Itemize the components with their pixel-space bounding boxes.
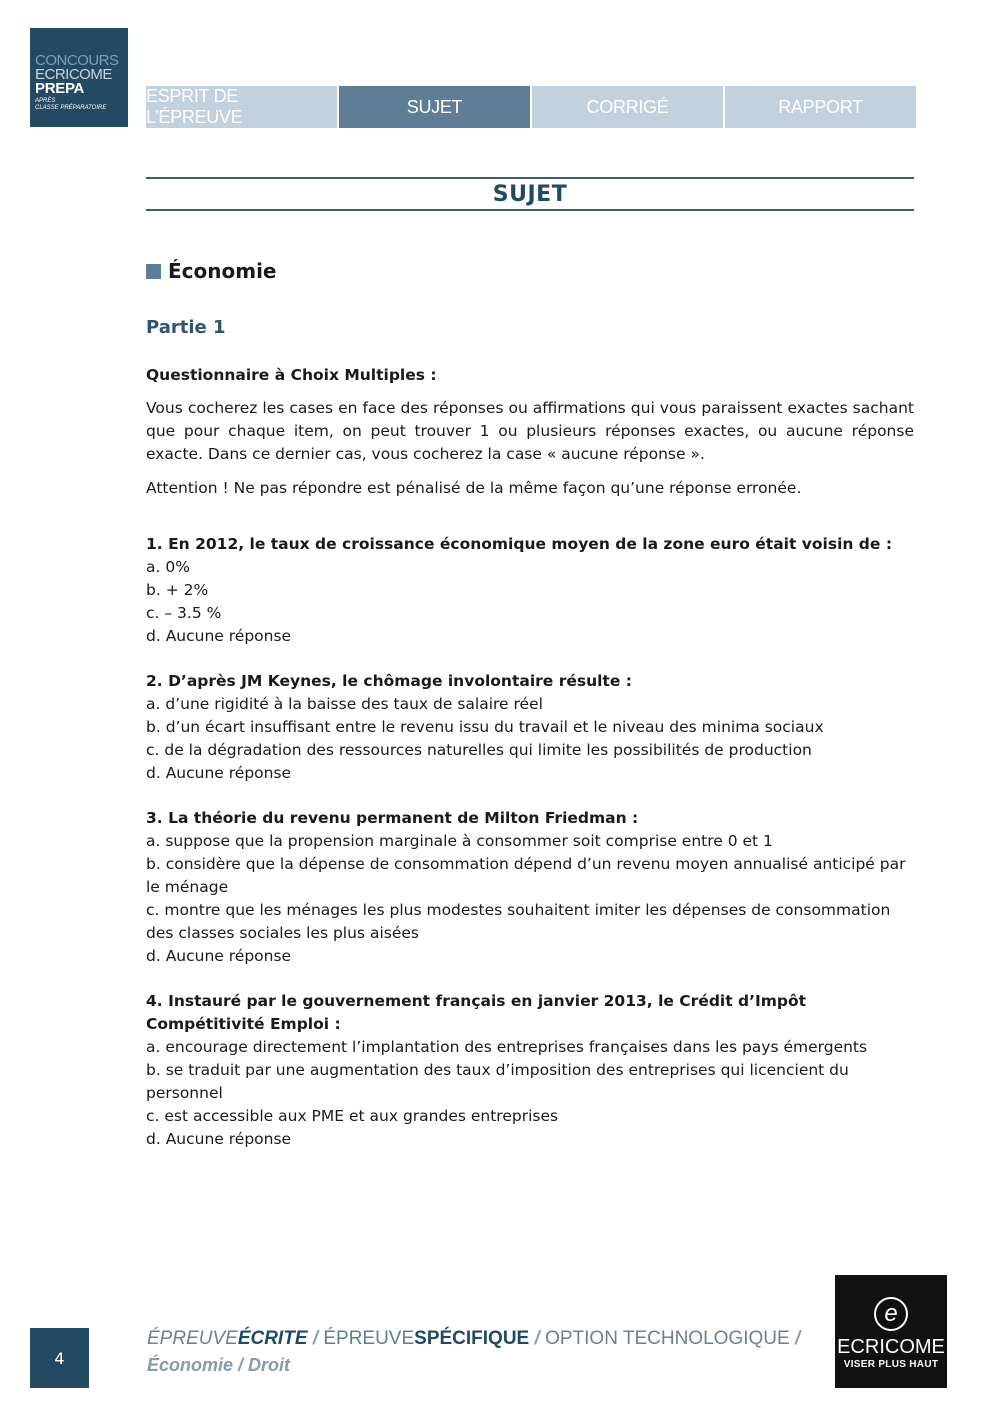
answer-c: c. montre que les ménages les plus modestes souhaitent imiter les dépenses de consommation des classes sociales les plus aisées — [146, 901, 891, 942]
question-4 — [146, 990, 914, 1151]
answer-b: b. se traduit par une augmentation des taux d’imposition des entreprises qui licencient du personnel — [146, 1061, 849, 1102]
brand-name: ECRICOME — [837, 1336, 945, 1358]
logo-apres: APRÈS — [35, 98, 56, 104]
answer-d: d. Aucune réponse — [146, 764, 292, 782]
footer-separator: / — [312, 1328, 319, 1349]
answer-a: a. d’une rigidité à la baisse des taux de salaire réel — [146, 695, 543, 713]
footer-subject-line: Économie / Droit — [147, 1355, 291, 1375]
section-heading — [146, 256, 914, 286]
section-tabs — [146, 86, 916, 128]
qcm-title: Questionnaire à Choix Multiples : — [146, 366, 437, 384]
answer-b: b. d’un écart insuffisant entre le revenu issu du travail et le niveau des minima sociaux — [146, 718, 824, 736]
instructions-paragraph: Vous cocherez les cases en face des réponses ou affirmations qui vous paraissent exactes sachant que pour chaque item, on peut trouver 1 ou plusieurs réponses exactes, ou aucune réponse exacte. Dans ce dernier cas, vous cocherez la case « aucune réponse ». — [146, 399, 914, 463]
footer-specifique: SPÉCIFIQUE — [414, 1328, 530, 1349]
tab-corrige[interactable]: CORRIGÉ — [532, 86, 723, 128]
question-title: 4. Instauré par le gouvernement français en janvier 2013, le Crédit d’Impôt Compétitivité Emploi : — [146, 992, 807, 1033]
brand-tagline: VISER PLUS HAUT — [843, 1359, 939, 1370]
question-title: 3. La théorie du revenu permanent de Milton Friedman : — [146, 809, 639, 827]
logo-concours: CONCOURS — [35, 52, 119, 69]
answer-c: c. de la dégradation des ressources naturelles qui limite les possibilités de production — [146, 741, 812, 759]
footer-caption — [147, 1326, 827, 1378]
question-1 — [146, 533, 914, 648]
answer-b: b. considère que la dépense de consommation dépend d’un revenu moyen annualisé anticipé par le ménage — [146, 855, 906, 896]
logo-prepa: PREPA — [35, 80, 85, 97]
answer-c: c. – 3.5 % — [146, 604, 222, 622]
section-title: Économie — [168, 259, 277, 283]
partie-heading: Partie 1 — [146, 317, 226, 338]
tab-sujet[interactable]: SUJET — [339, 86, 530, 128]
tab-rapport[interactable]: RAPPORT — [725, 86, 916, 128]
question-3 — [146, 807, 914, 968]
question-title: 2. D’après JM Keynes, le chômage involontaire résulte : — [146, 672, 632, 690]
page-title-band — [146, 177, 914, 211]
logo-ecricome: ECRICOME — [35, 66, 112, 83]
answer-b: b. + 2% — [146, 581, 209, 599]
answer-d: d. Aucune réponse — [146, 1130, 292, 1148]
question-title: 1. En 2012, le taux de croissance économique moyen de la zone euro était voisin de : — [146, 535, 893, 553]
question-2 — [146, 670, 914, 785]
main-content — [146, 256, 914, 1151]
warning-paragraph: Attention ! Ne pas répondre est pénalisé de la même façon qu’une réponse erronée. — [146, 479, 802, 497]
tab-esprit-epreuve[interactable]: ESPRIT DE L’ÉPREUVE — [146, 86, 337, 128]
footer-epreuve: ÉPREUVE — [147, 1328, 238, 1349]
footer-option: OPTION TECHNOLOGIQUE — [545, 1328, 790, 1349]
footer-separator: / — [534, 1328, 540, 1349]
logo-classe-preparatoire: CLASSE PRÉPARATOIRE — [35, 105, 107, 111]
answer-a: a. encourage directement l’implantation des entreprises françaises dans les pays émergents — [146, 1038, 868, 1056]
footer-line-1 — [147, 1326, 827, 1352]
footer-epreuve-2: ÉPREUVE — [323, 1328, 415, 1349]
answer-c: c. est accessible aux PME et aux grandes entreprises — [146, 1107, 559, 1125]
ecricome-e-icon: e — [874, 1297, 908, 1331]
answer-a: a. suppose que la propension marginale à consommer soit comprise entre 0 et 1 — [146, 832, 773, 850]
page-title: SUJET — [492, 181, 568, 207]
page-number: 4 — [30, 1328, 89, 1388]
footer-separator: / — [794, 1328, 801, 1349]
answer-a: a. 0% — [146, 558, 190, 576]
concours-ecricome-prepa-logo — [30, 28, 128, 127]
square-bullet-icon — [146, 264, 161, 279]
answer-d: d. Aucune réponse — [146, 947, 292, 965]
answer-d: d. Aucune réponse — [146, 627, 292, 645]
footer-ecrite: ÉCRITE — [237, 1328, 308, 1349]
ecricome-brand-logo — [835, 1275, 947, 1388]
